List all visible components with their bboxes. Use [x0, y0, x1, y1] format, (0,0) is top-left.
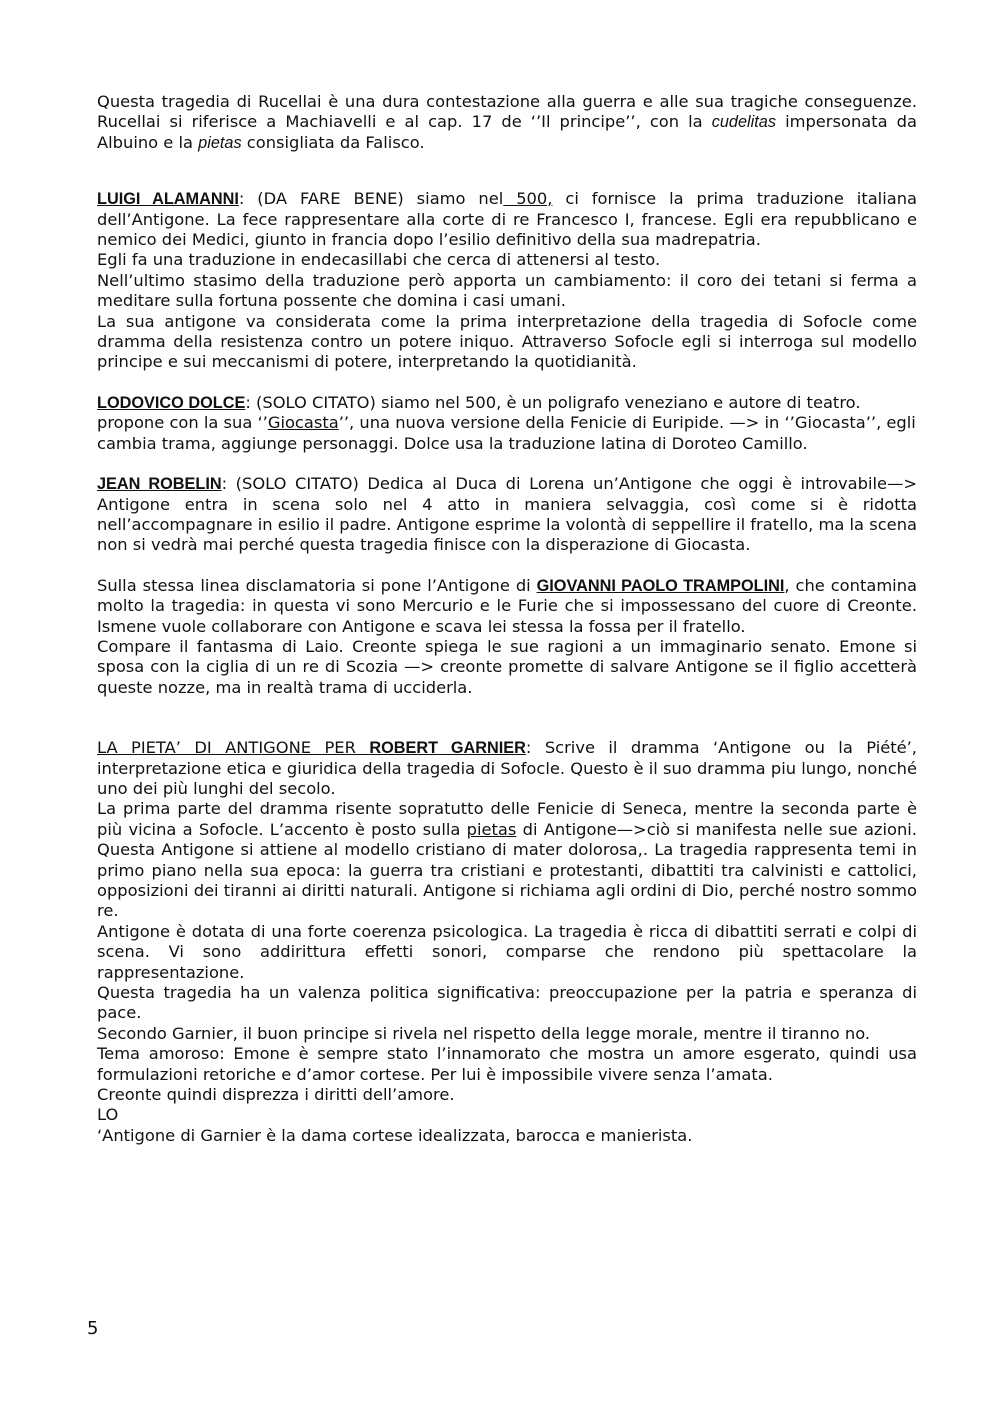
underlined-text: LA PIETA’ DI ANTIGONE PER: [97, 738, 370, 758]
text: La prima parte del dramma risente sopratutto delle Fenicie di Seneca, mentre la seconda parte è più vicina a Sofocle. L’accento è posto sulla: [97, 799, 917, 839]
text-line: Egli fa una traduzione in endecasillabi che cerca di attenersi al testo.: [97, 250, 661, 270]
author-heading: LUIGI ALAMANNI: [97, 190, 239, 209]
author-heading: LODOVICO DOLCE: [97, 393, 246, 412]
text-line: Antigone è dotata di una forte coerenza psicologica. La tragedia è ricca di dibattiti serrati e colpi di scena. Vi sono addirittura effetti sonori, comparse che rendono più spettacolare la rappresentazione.: [97, 921, 917, 982]
text: consigliata da Falisco.: [241, 132, 425, 152]
text-line: Questa tragedia ha un valenza politica significativa: preoccupazione per la patria e speranza di pace.: [97, 983, 917, 1023]
page-number: 5: [87, 1318, 99, 1339]
author-heading: GIOVANNI PAOLO TRAMPOLINI: [536, 576, 785, 595]
dolce-paragraph: [97, 393, 917, 454]
text-line: Creonte quindi disprezza i diritti dell’amore.: [97, 1085, 455, 1105]
text: , che contamina molto la tragedia: in questa vi sono Mercurio e le Furie che si impossessano del cuore di Creonte. Ismene vuole collaborare con Antigone e scava lei stessa la fossa per il fratello.: [97, 575, 917, 636]
text: : (DA FARE BENE) siamo nel: [238, 189, 504, 209]
garnier-paragraph: [97, 738, 917, 799]
author-heading: JEAN ROBELIN: [97, 475, 222, 494]
text-line: La sua antigone va considerata come la prima interpretazione della tragedia di Sofocle come dramma della resistenza contro un potere iniquo. Attraverso Sofocle egli si interroga sul modello principe e sui meccanismi di potere, interpretando la quotidianità.: [97, 311, 917, 372]
text: : Scrive il dramma ‘Antigone ou la Piété’, interpretazione etica e giuridica della tragedia di Sofocle. Questo è il suo dramma piu lungo, nonché uno dei più lunghi del secolo.: [97, 738, 917, 798]
underlined-text: 500,: [503, 189, 553, 209]
text-line: Nell’ultimo stasimo della traduzione però apporta un cambiamento: il coro dei tetani si ferma a meditare sulla fortuna possente che domina i casi umani.: [97, 270, 917, 311]
trampolini-paragraph: [97, 576, 917, 637]
emphasis-pietas: pietas: [198, 133, 242, 152]
text-line: Tema amoroso: Emone è sempre stato l’innamorato che mostra un amore esgerato, quindi usa formulazioni retoriche e d’amor cortese. Per lui è impossibile vivere senza l’amata.: [97, 1044, 917, 1084]
text-line: ‘Antigone di Garnier è la dama cortese idealizzata, barocca e manierista.: [97, 1125, 693, 1145]
rucellai-paragraph: [97, 92, 917, 153]
text-line: Compare il fantasma di Laio. Creonte spiega le sue ragioni a un immaginario senato. Emone si sposa con la ciglia di un re di Scozia —> creonte promette di salvare Antigone se il figlio accetterà queste nozze, ma in realtà trama di ucciderla.: [97, 636, 917, 697]
alamanni-paragraph: [97, 189, 917, 250]
underlined-text: pietas: [466, 819, 517, 839]
text-line: [97, 799, 917, 921]
text: Sulla stessa linea disclamatoria si pone l’Antigone di: [97, 575, 537, 595]
robelin-paragraph: [97, 474, 917, 556]
text: impersonata da Albuino e la: [97, 112, 917, 152]
text: Questa tragedia di Rucellai è una dura contestazione alla guerra e alle sua tragiche conseguenze. Rucellai si riferisce a Machiavelli e al cap. 17 de ‘’Il principe’’, con la: [97, 92, 917, 132]
text: ’’, una nuova versione della Fenicie di Euripide. —> in ‘’Giocasta’’, egli cambia trama, aggiunge personaggi. Dolce usa la traduzione latina di Doroteo Camillo.: [97, 413, 916, 453]
text: ci fornisce la prima traduzione italiana dell’Antigone. La fece rappresentare alla corte di re Francesco I, francese. Egli era repubblicano e nemico dei Medici, giunto in francia dopo l’esilio definitivo della sua madrepatria.: [97, 189, 917, 250]
text-line: LO: [97, 1105, 119, 1125]
text: : (SOLO CITATO) Dedica al Duca di Lorena un’Antigone che oggi è introvabile—> Antigone entra in scena solo nel 4 atto in maniera selvaggia, così come si è ridotta nell’accompagnare in esilio il padre. Antigone esprime la volontà di seppellire il fratello, ma la scena non si vedrà mai perché questa tragedia finisce con la disperazione di Giocasta.: [97, 474, 917, 555]
emphasis-cudelitas: cudelitas: [711, 113, 776, 132]
underlined-text: Giocasta: [267, 413, 339, 433]
author-heading: ROBERT GARNIER: [369, 739, 526, 758]
text: : (SOLO CITATO) siamo nel 500, è un poligrafo veneziano e autore di teatro. propone con la sua ‘’: [97, 392, 861, 433]
text-line: Secondo Garnier, il buon principe si rivela nel rispetto della legge morale, mentre il tiranno no.: [97, 1023, 871, 1043]
document-body: [97, 92, 917, 1146]
text: di Antigone—>ciò si manifesta nelle sue azioni. Questa Antigone si attiene al modello cristiano di mater dolorosa,. La tragedia rappresenta temi in primo piano nella sua epoca: la guerra tra cristiani e protestanti, dibattiti tra calvinisti e cattolici, opposizioni dei tiranni ai diritti naturali. Antigone si richiama agli ordini di Dio, perché nostro sommo re.: [97, 819, 917, 921]
